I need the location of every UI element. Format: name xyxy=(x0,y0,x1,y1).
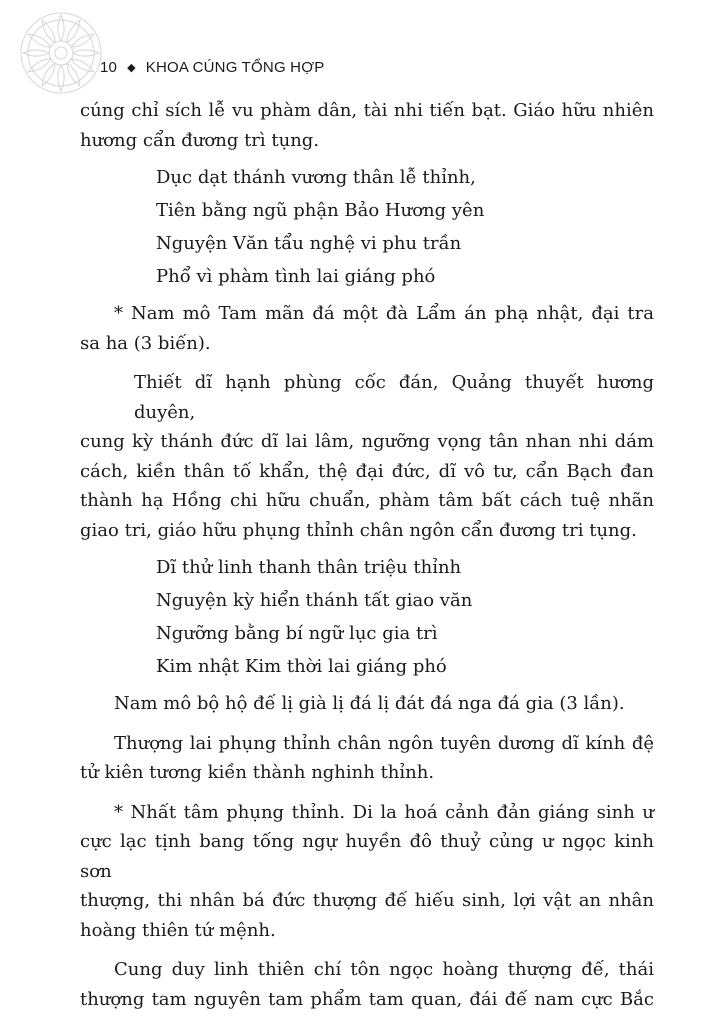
running-header xyxy=(100,57,324,77)
verse-line: Dĩ thử linh thanh thân triệu thỉnh xyxy=(156,557,462,578)
mantra-paragraph-1 xyxy=(80,299,654,358)
verse-line: Nguyện Văn tẩu nghệ vi phu trần xyxy=(156,233,462,254)
paragraph-1 xyxy=(80,96,654,155)
verse-line: Nguyện kỳ hiển thánh tất giao văn xyxy=(156,590,473,611)
text-line: Thượng lai phụng thỉnh chân ngôn tuyên dương dĩ kính đệ xyxy=(114,732,654,754)
mantra-paragraph-2 xyxy=(80,689,654,719)
book-title: KHOA CÚNG TỔNG HỢP xyxy=(145,58,325,76)
diamond-separator-icon: ◆ xyxy=(127,61,136,74)
text-line: hoàng thiên tứ mệnh. xyxy=(80,919,276,941)
page-body xyxy=(80,96,654,1014)
paragraph-request xyxy=(80,729,654,788)
text-line: thành hạ Hồng chi hữu chuẩn, phàm tâm bất cách tuệ nhãn xyxy=(80,490,654,511)
verse-line: Kim nhật Kim thời lai giáng phó xyxy=(156,656,447,677)
paragraph-reverence xyxy=(80,955,654,1014)
text-line: cúng chỉ sích lễ vu phàm dân, tài nhi tiến bạt. Giáo hữu nhiên xyxy=(80,100,654,121)
verse-line: Phổ vì phàm tình lai giáng phó xyxy=(156,266,436,287)
text-line: cách, kiền thân tố khẩn, thệ đại đức, dĩ vô tư, cẩn Bạch đan xyxy=(80,460,654,482)
text-line: thượng tam nguyên tam phẩm tam quan, đái đế nam cực Bắc xyxy=(80,988,654,1010)
verse-line: Dục dạt thánh vương thân lễ thỉnh, xyxy=(156,167,476,188)
verse-block-2 xyxy=(80,551,654,683)
page-number: 10 xyxy=(100,58,118,76)
text-line: Cung duy linh thiên chí tôn ngọc hoàng thượng đế, thái xyxy=(114,959,654,980)
lotus-ornament-icon xyxy=(18,10,104,96)
text-line: hương cẩn đương trì tụng. xyxy=(80,129,320,151)
text-line: * Nam mô Tam mãn đá một đà Lẩm án phạ nhật, đại tra xyxy=(114,303,654,324)
text-line: cung kỳ thánh đức dĩ lai lâm, ngưỡng vọng tân nhan nhi dám xyxy=(80,431,654,452)
verse-line: Ngưỡng bằng bí ngữ lục gia trì xyxy=(156,623,438,644)
text-line: tử kiên tương kiền thành nghinh thỉnh. xyxy=(80,762,435,783)
text-line: Thiết dĩ hạnh phùng cốc đán, Quảng thuyết hương duyên, xyxy=(134,372,654,423)
text-line: sa ha (3 biến). xyxy=(80,332,211,354)
verse-line: Tiên bằng ngũ phận Bảo Hương yên xyxy=(156,200,485,221)
text-line: cực lạc tịnh bang tống ngự huyền đô thuỷ củng ư ngọc kinh sơn xyxy=(80,831,654,882)
text-line: giao tri, giáo hữu phụng thỉnh chân ngôn cẩn đương tri tụng. xyxy=(80,519,637,541)
paragraph-homage xyxy=(80,798,654,946)
paragraph-invocation xyxy=(80,368,654,545)
text-line: thượng, thi nhân bá đức thượng đế hiếu sinh, lợi vật an nhân xyxy=(80,890,654,911)
text-line: * Nhất tâm phụng thỉnh. Di la hoá cảnh đản giáng sinh ư xyxy=(114,801,654,823)
verse-block-1 xyxy=(80,161,654,293)
text-line: Nam mô bộ hộ đế lị già lị đá lị đát đá nga đá gia (3 lần). xyxy=(114,693,625,714)
